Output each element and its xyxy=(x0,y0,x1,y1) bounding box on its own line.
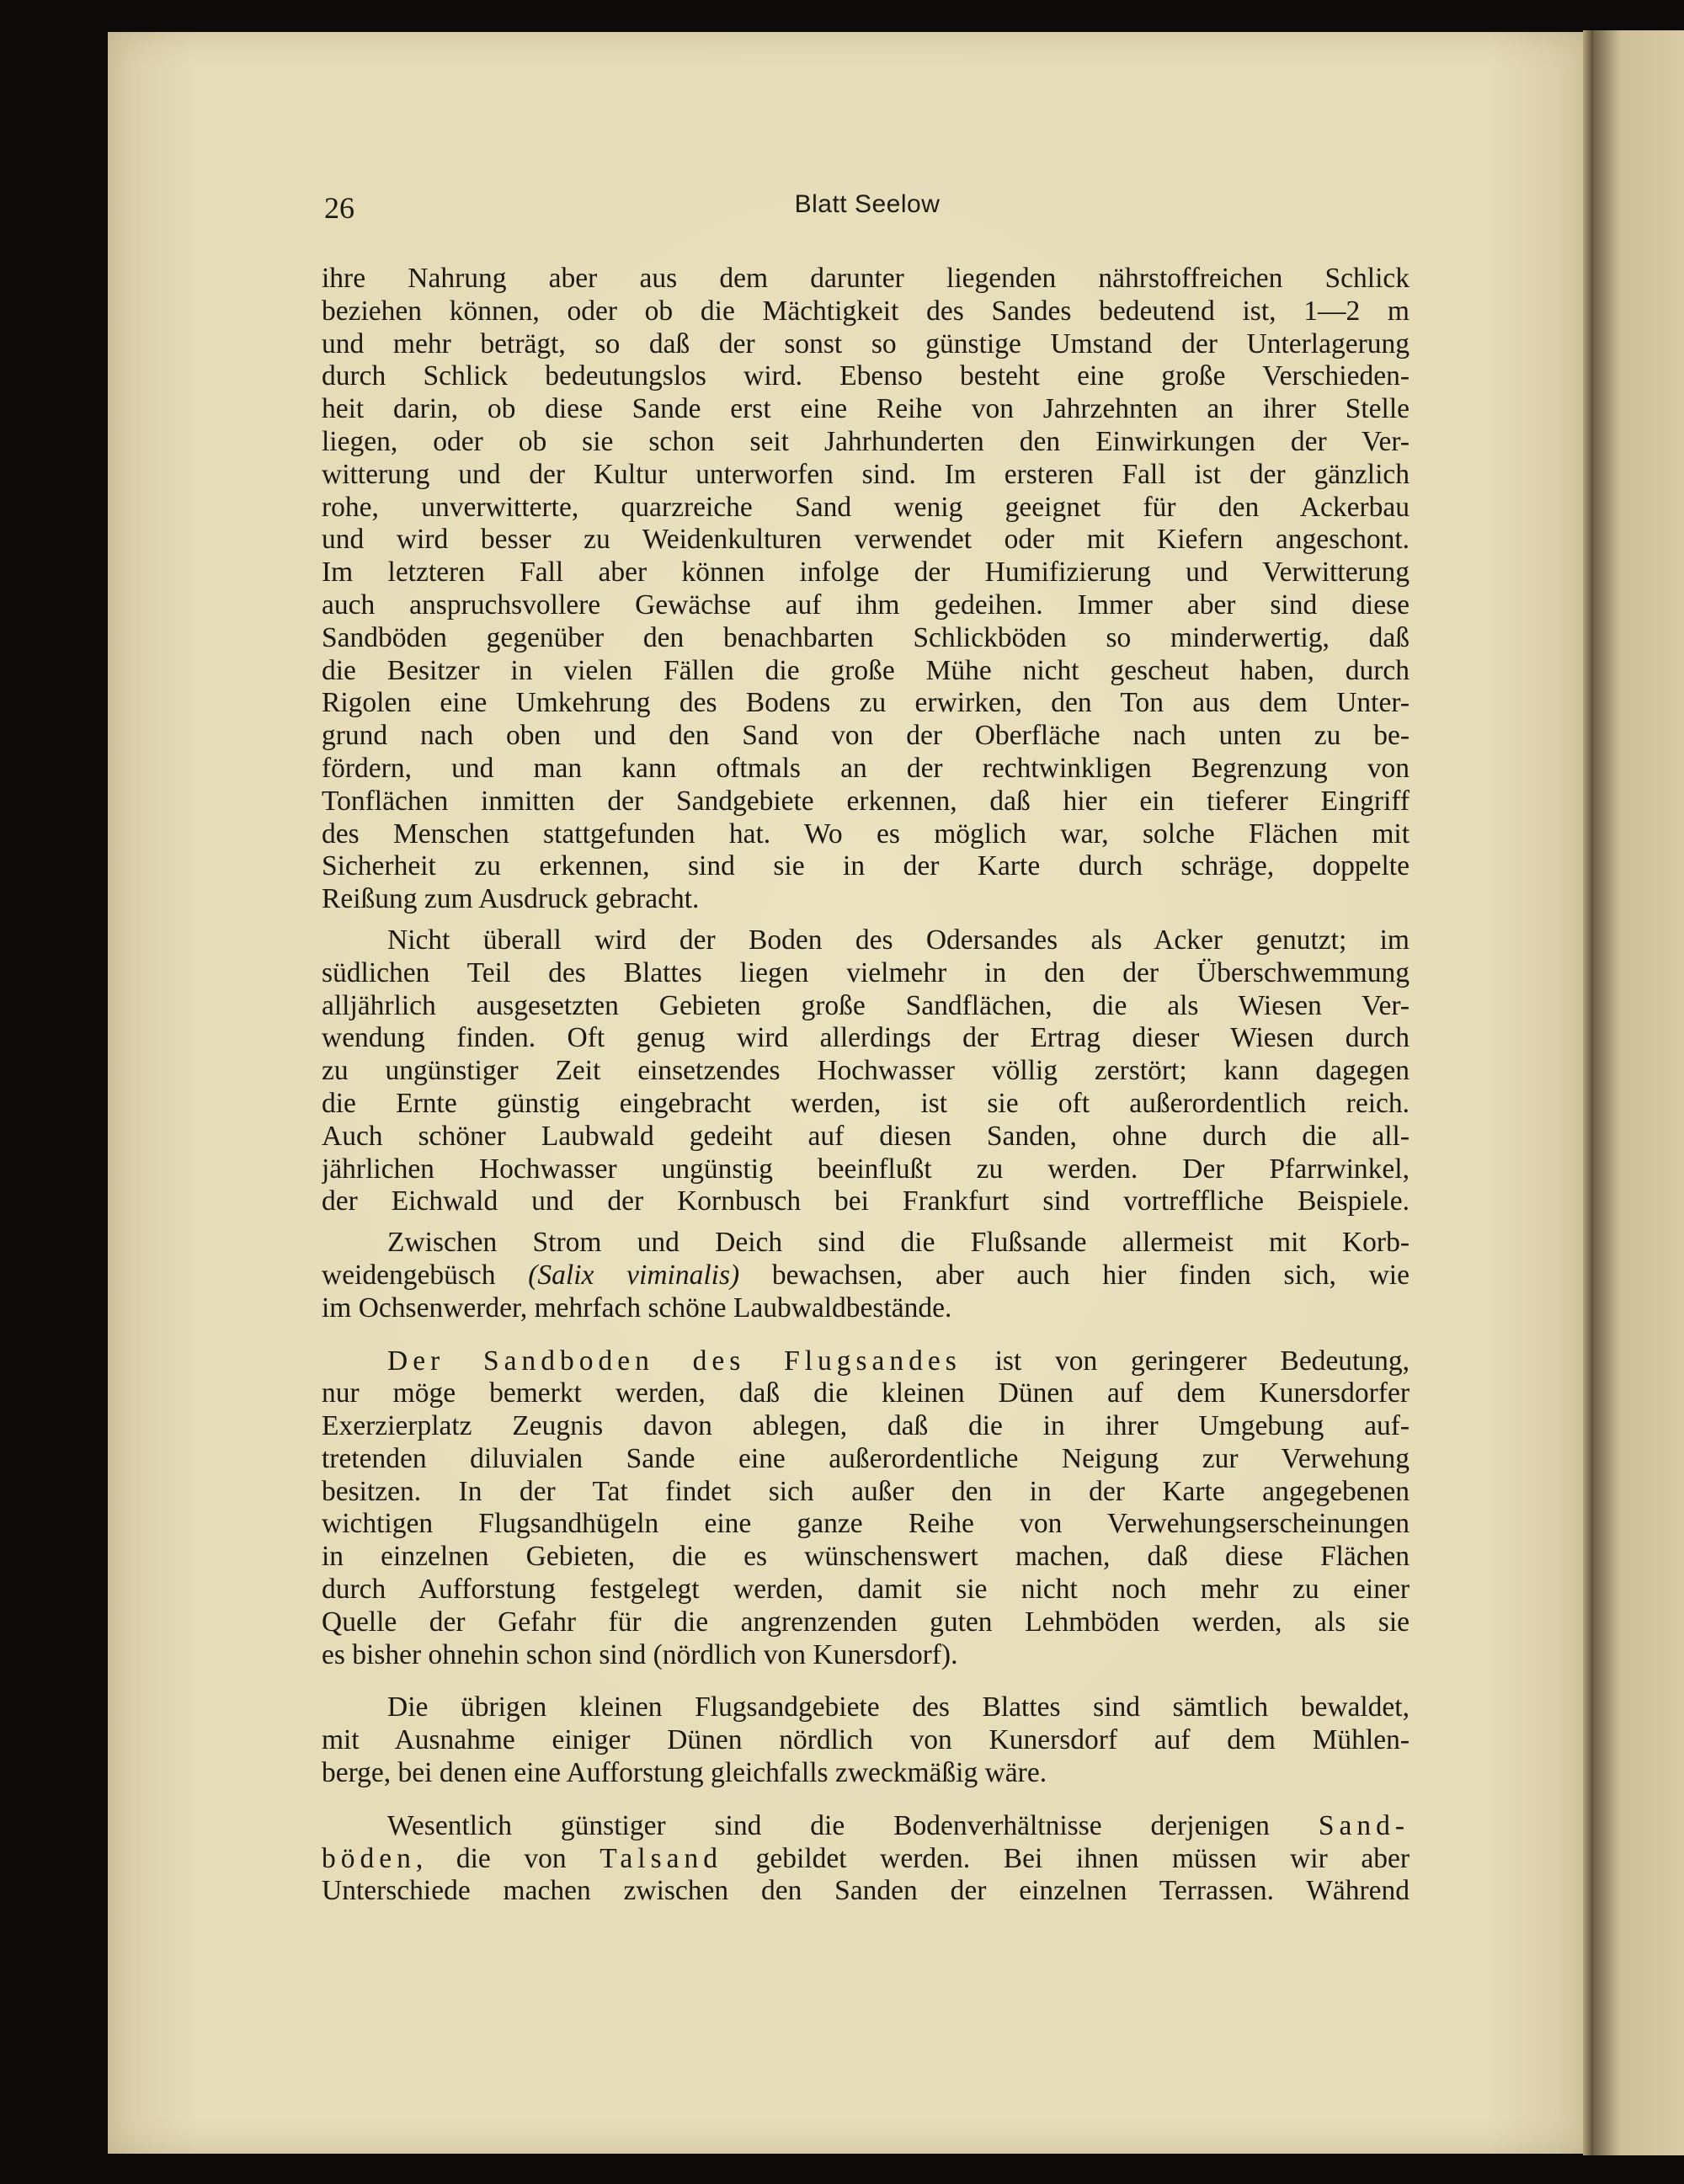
text-line: Exerzierplatz Zeugnis davon ablegen, daß die in ihrer Umgebung auf- xyxy=(322,1410,1410,1442)
text-line xyxy=(322,1843,1410,1876)
text-line: nur möge bemerkt werden, daß die kleinen Dünen auf dem Kunersdorfer xyxy=(322,1377,1410,1409)
text-line: alljährlich ausgesetzten Gebieten große Sandflächen, die als Wiesen Ver- xyxy=(322,989,1410,1021)
text-line: grund nach oben und den Sand von der Oberfläche nach unten zu be- xyxy=(322,720,1410,752)
spaced-term: Sand- xyxy=(1318,1809,1410,1841)
paragraph-5 xyxy=(322,1691,1410,1789)
text-line: es bisher ohnehin schon sind (nördlich von Kunersdorf). xyxy=(322,1638,958,1670)
adjacent-page-edge xyxy=(1593,30,1684,2155)
text-line: durch Aufforstung festgelegt werden, damit sie nicht noch mehr zu einer xyxy=(322,1574,1410,1606)
paragraph-2 xyxy=(322,924,1410,1218)
text-line: Zwischen Strom und Deich sind die Flußsande allermeist mit Korb- xyxy=(387,1227,1410,1259)
spaced-term: Der Sandboden des Flugsandes xyxy=(387,1345,962,1377)
text-line: Unterschiede machen zwischen den Sanden der einzelnen Terrassen. Während xyxy=(322,1875,1410,1907)
page-number: 26 xyxy=(324,191,354,225)
paragraph-4 xyxy=(322,1345,1410,1672)
text-line: beziehen können, oder ob die Mächtigkeit des Sandes bedeutend ist, 1—2 m xyxy=(322,295,1410,327)
text-line: zu ungünstiger Zeit einsetzendes Hochwasser völlig zerstört; kann dagegen xyxy=(322,1055,1410,1087)
text-segment: weidengebüsch xyxy=(322,1259,529,1291)
paragraph-1 xyxy=(322,263,1410,916)
page-header xyxy=(324,184,1410,234)
text-line: Nicht überall wird der Boden des Odersandes als Acker genutzt; im xyxy=(387,924,1410,956)
text-line: die Besitzer in vielen Fällen die große Mühe nicht gescheut haben, durch xyxy=(322,654,1410,686)
paragraph-6 xyxy=(322,1810,1410,1908)
text-line: Reißung zum Ausdruck gebracht. xyxy=(322,883,700,915)
text-line: der Eichwald und der Kornbusch bei Frankfurt sind vortreffliche Beispiele. xyxy=(322,1185,1410,1217)
text-line: fördern, und man kann oftmals an der rechtwinkligen Begrenzung von xyxy=(322,752,1410,784)
text-line: berge, bei denen eine Aufforstung gleichfalls zweckmäßig wäre. xyxy=(322,1757,1047,1789)
text-line: rohe, unverwitterte, quarzreiche Sand wenig geeignet für den Ackerbau xyxy=(322,491,1410,523)
text-line: jährlichen Hochwasser ungünstig beeinflußt zu werden. Der Pfarrwinkel, xyxy=(322,1153,1410,1185)
body-text xyxy=(322,263,1410,1916)
text-line: Auch schöner Laubwald gedeiht auf diesen Sanden, ohne durch die all- xyxy=(322,1120,1410,1152)
paragraph-3 xyxy=(322,1227,1410,1324)
running-title: Blatt Seelow xyxy=(794,190,941,218)
text-line: Sandböden gegenüber den benachbarten Schlickböden so minderwertig, daß xyxy=(322,621,1410,653)
text-line xyxy=(322,1345,1410,1378)
text-line: Rigolen eine Umkehrung des Bodens zu erwirken, den Ton aus dem Unter- xyxy=(322,687,1410,719)
spaced-term: böden xyxy=(322,1842,416,1874)
text-line: besitzen. In der Tat findet sich außer den in der Karte angegebenen xyxy=(322,1475,1410,1507)
text-line: heit darin, ob diese Sande erst eine Reihe von Jahrzehnten an ihrer Stelle xyxy=(322,393,1410,425)
text-segment: ist von geringerer Bedeutung, xyxy=(961,1345,1410,1377)
text-line: liegen, oder ob sie schon seit Jahrhunderten den Einwirkungen der Ver- xyxy=(322,425,1410,457)
text-line: und mehr beträgt, so daß der sonst so günstige Umstand der Unterlagerung xyxy=(322,328,1410,360)
text-line xyxy=(322,1810,1410,1843)
text-line: die Ernte günstig eingebracht werden, ist sie oft außerordentlich reich. xyxy=(322,1087,1410,1119)
text-line: Sicherheit zu erkennen, sind sie in der Karte durch schräge, doppelte xyxy=(322,850,1410,882)
text-line: auch anspruchsvollere Gewächse auf ihm gedeihen. Immer aber sind diese xyxy=(322,589,1410,621)
text-line: witterung und der Kultur unterworfen sind. Im ersteren Fall ist der gänzlich xyxy=(322,458,1410,490)
text-line: mit Ausnahme einiger Dünen nördlich von Kunersdorf auf dem Mühlen- xyxy=(322,1724,1410,1756)
text-line: Im letzteren Fall aber können infolge der Humifizierung und Verwitterung xyxy=(322,557,1410,589)
text-line: des Menschen stattgefunden hat. Wo es möglich war, solche Flächen mit xyxy=(322,818,1410,850)
text-line: und wird besser zu Weidenkulturen verwendet oder mit Kiefern angeschont. xyxy=(322,524,1410,556)
text-segment: gebildet werden. Bei ihnen müssen wir aber xyxy=(722,1842,1410,1874)
text-line: wichtigen Flugsandhügeln eine ganze Reihe von Verwehungserscheinungen xyxy=(322,1508,1410,1540)
text-line: südlichen Teil des Blattes liegen vielmehr in den der Überschwemmung xyxy=(322,956,1410,988)
text-line: tretenden diluvialen Sande eine außerordentliche Neigung zur Verwehung xyxy=(322,1442,1410,1474)
text-line: Die übrigen kleinen Flugsandgebiete des Blattes sind sämtlich bewaldet, xyxy=(387,1691,1410,1723)
text-segment: , die von xyxy=(415,1842,600,1874)
text-segment: Wesentlich günstiger sind die Bodenverhältnisse derjenigen xyxy=(387,1809,1319,1841)
text-line xyxy=(322,1260,1410,1292)
text-line: in einzelnen Gebieten, die es wünschenswert machen, daß diese Flächen xyxy=(322,1541,1410,1573)
text-line: Quelle der Gefahr für die angrenzenden guten Lehmböden werden, als sie xyxy=(322,1606,1410,1638)
latin-species-name: (Salix viminalis) xyxy=(528,1259,740,1291)
text-line: im Ochsenwerder, mehrfach schöne Laubwaldbestände. xyxy=(322,1292,952,1324)
text-segment: bewachsen, aber auch hier finden sich, wie xyxy=(739,1259,1410,1291)
text-line: durch Schlick bedeutungslos wird. Ebenso besteht eine große Verschieden- xyxy=(322,360,1410,392)
text-line: ihre Nahrung aber aus dem darunter liegenden nährstoffreichen Schlick xyxy=(322,263,1410,294)
text-line: wendung finden. Oft genug wird allerdings der Ertrag dieser Wiesen durch xyxy=(322,1022,1410,1054)
text-line: Tonflächen inmitten der Sandgebiete erkennen, daß hier ein tieferer Eingriff xyxy=(322,785,1410,817)
spaced-term: Talsand xyxy=(600,1842,723,1874)
